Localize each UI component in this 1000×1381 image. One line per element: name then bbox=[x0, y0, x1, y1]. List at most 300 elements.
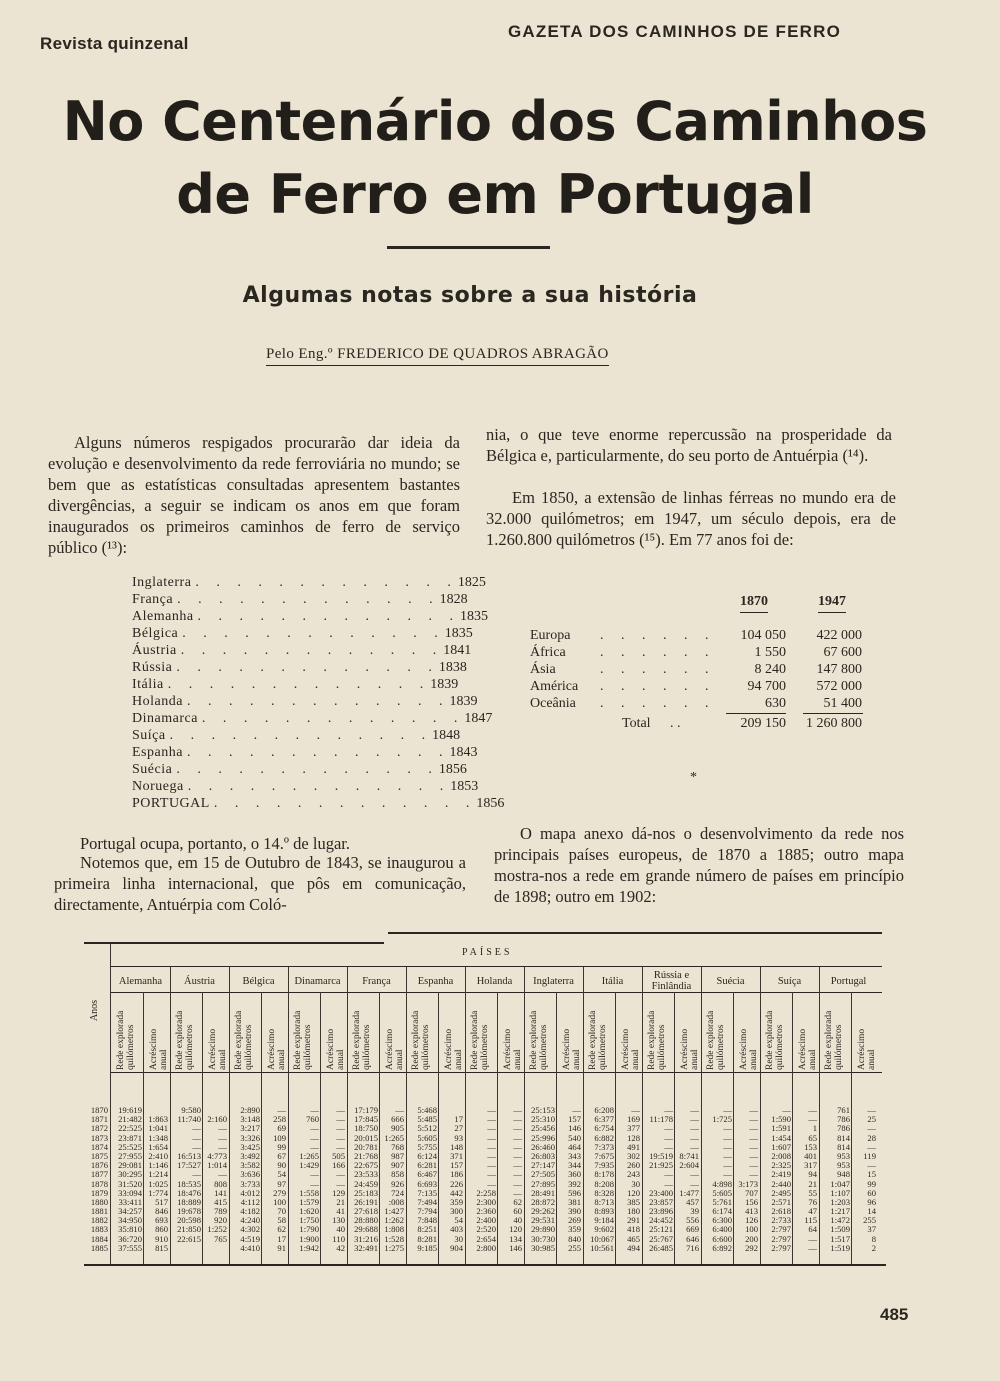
year-cell: 1874 bbox=[90, 1141, 108, 1152]
first-line-row bbox=[132, 591, 468, 608]
rede-cell: 814 bbox=[837, 1132, 850, 1143]
rede-cell: 2:400 bbox=[476, 1215, 496, 1226]
acrescimo-cell: 25 bbox=[867, 1114, 876, 1125]
rede-cell: 2:618 bbox=[771, 1206, 791, 1217]
sub-acrescimo-label: Acréscimo anual bbox=[267, 1028, 287, 1070]
rede-cell: 2:890 bbox=[240, 1105, 260, 1115]
acrescimo-cell: 99 bbox=[277, 1141, 286, 1152]
first-line-country: Alemanha bbox=[132, 609, 194, 624]
acrescimo-cell: — bbox=[749, 1114, 758, 1125]
acrescimo-column bbox=[675, 1106, 699, 1253]
rede-cell: 11:178 bbox=[649, 1114, 673, 1125]
rede-cell: 786 bbox=[837, 1114, 850, 1125]
network-table bbox=[84, 930, 886, 1270]
country-header: Portugal bbox=[830, 976, 867, 987]
acrescimo-cell: 418 bbox=[627, 1224, 640, 1235]
first-line-year: 1841 bbox=[443, 643, 472, 658]
year-cell: 1871 bbox=[90, 1114, 108, 1125]
rede-cell: 2:440 bbox=[771, 1178, 791, 1189]
country-header: Bélgica bbox=[242, 976, 275, 987]
leader-dots: . . . . . . . . . . . . . bbox=[169, 728, 433, 743]
acrescimo-cell: 27 bbox=[454, 1123, 463, 1134]
acrescimo-cell: 1:014 bbox=[207, 1160, 227, 1171]
rede-cell: — bbox=[664, 1132, 673, 1143]
rede-cell: 21:850 bbox=[177, 1224, 201, 1235]
acrescimo-cell: 94 bbox=[808, 1169, 817, 1180]
rede-cell: — bbox=[723, 1150, 732, 1161]
rede-cell: 2:797 bbox=[771, 1233, 791, 1244]
rede-cell: 17:527 bbox=[177, 1160, 201, 1171]
extension-total-row bbox=[530, 716, 870, 733]
rede-cell: 9:184 bbox=[594, 1215, 614, 1226]
rede-cell: 31:520 bbox=[118, 1178, 142, 1189]
acrescimo-cell: 200 bbox=[745, 1233, 758, 1244]
acrescimo-cell: 907 bbox=[391, 1160, 404, 1171]
sub-rede-label: Rede explorada quilómetros bbox=[293, 1010, 313, 1070]
byline: Pelo Eng.º FREDERICO DE QUADROS ABRAGÃO bbox=[266, 346, 609, 366]
year-column bbox=[86, 1106, 108, 1253]
acrescimo-cell: 1:041 bbox=[148, 1123, 168, 1134]
first-line-country: Áustria bbox=[132, 643, 177, 658]
rede-cell: 953 bbox=[837, 1150, 850, 1161]
year-cell: 1879 bbox=[90, 1187, 108, 1198]
first-line-row bbox=[132, 744, 478, 761]
rede-cell: 34:950 bbox=[118, 1215, 142, 1226]
extension-region: Ásia bbox=[530, 662, 556, 677]
rede-column bbox=[466, 1106, 496, 1253]
acrescimo-cell: 359 bbox=[568, 1224, 581, 1235]
first-line-row bbox=[132, 693, 478, 710]
acrescimo-cell: — bbox=[867, 1105, 876, 1115]
rede-cell: — bbox=[487, 1169, 496, 1180]
rede-cell: 27:618 bbox=[354, 1206, 378, 1217]
rede-cell: 953 bbox=[837, 1160, 850, 1171]
rede-cell: 3:425 bbox=[240, 1141, 260, 1152]
leader-dots: . . . . . . . . . . . . . bbox=[195, 575, 458, 590]
first-line-row bbox=[132, 676, 459, 693]
acrescimo-cell: 141 bbox=[214, 1187, 227, 1198]
acrescimo-cell: 2:160 bbox=[207, 1114, 227, 1125]
first-line-country: PORTUGAL bbox=[132, 796, 210, 811]
acrescimo-cell: 28 bbox=[867, 1132, 876, 1143]
rede-cell: 2:300 bbox=[476, 1196, 496, 1207]
acrescimo-cell: 54 bbox=[454, 1215, 463, 1226]
acrescimo-cell: 716 bbox=[686, 1242, 699, 1253]
acrescimo-cell: 494 bbox=[627, 1242, 640, 1253]
acrescimo-cell: 96 bbox=[867, 1196, 876, 1207]
rede-cell: 7:494 bbox=[417, 1196, 437, 1207]
acrescimo-cell: 1:262 bbox=[384, 1215, 404, 1226]
acrescimo-cell: 465 bbox=[627, 1233, 640, 1244]
acrescimo-cell: 1:808 bbox=[384, 1224, 404, 1235]
rede-cell: 1:900 bbox=[299, 1233, 319, 1244]
data-top-rule bbox=[110, 1072, 882, 1073]
acrescimo-cell: 8 bbox=[871, 1233, 876, 1244]
rede-cell: — bbox=[487, 1178, 496, 1189]
rede-cell: 4:112 bbox=[240, 1196, 260, 1207]
table-top-rule bbox=[84, 942, 384, 944]
first-line-row bbox=[132, 642, 472, 659]
acrescimo-cell: — bbox=[690, 1169, 699, 1180]
rede-cell: 2:008 bbox=[771, 1150, 791, 1161]
rede-cell: — bbox=[487, 1141, 496, 1152]
first-line-country: França bbox=[132, 592, 174, 607]
acrescimo-cell: 39 bbox=[690, 1206, 699, 1217]
first-line-country: Holanda bbox=[132, 694, 183, 709]
rede-cell: 18:750 bbox=[354, 1123, 378, 1134]
country-header: Áustria bbox=[184, 976, 215, 987]
rede-cell: 7:675 bbox=[594, 1150, 614, 1161]
acrescimo-cell: 401 bbox=[804, 1150, 817, 1161]
rede-cell: — bbox=[723, 1160, 732, 1171]
sub-rede-label: Rede explorada quilómetros bbox=[706, 1010, 726, 1070]
paragraph-belgium bbox=[486, 424, 892, 466]
acrescimo-cell: 360 bbox=[568, 1169, 581, 1180]
first-line-year: 1856 bbox=[476, 796, 505, 811]
rede-cell: 760 bbox=[306, 1114, 319, 1125]
first-line-country: Bélgica bbox=[132, 626, 179, 641]
rede-cell: 18:535 bbox=[177, 1178, 201, 1189]
acrescimo-cell: 381 bbox=[568, 1196, 581, 1207]
extension-total-dots: . . bbox=[670, 716, 681, 731]
year-cell: 1880 bbox=[90, 1196, 108, 1207]
leader-dots: . . . . . . . . . . . . . bbox=[167, 677, 431, 692]
acrescimo-cell: 768 bbox=[391, 1141, 404, 1152]
country-header: Itália bbox=[601, 976, 624, 987]
rede-cell: 35:810 bbox=[118, 1224, 142, 1235]
acrescimo-cell: 385 bbox=[627, 1196, 640, 1207]
acrescimo-cell: 180 bbox=[627, 1206, 640, 1217]
rede-cell bbox=[171, 1244, 201, 1253]
rede-cell: 6:208 bbox=[594, 1105, 614, 1115]
acrescimo-cell: 858 bbox=[391, 1169, 404, 1180]
acrescimo-cell: 413 bbox=[745, 1206, 758, 1217]
acrescimo-cell: — bbox=[513, 1150, 522, 1161]
rede-cell: 1:558 bbox=[299, 1187, 319, 1198]
rede-cell: — bbox=[664, 1123, 673, 1134]
acrescimo-cell: — bbox=[336, 1105, 345, 1115]
first-line-year: 1839 bbox=[449, 694, 478, 709]
acrescimo-cell: 390 bbox=[568, 1206, 581, 1217]
rede-cell: 30:985 bbox=[531, 1242, 555, 1253]
rede-cell: 5:605 bbox=[712, 1187, 732, 1198]
acrescimo-cell: — bbox=[808, 1105, 817, 1115]
rede-cell: 1:047 bbox=[830, 1178, 850, 1189]
sub-rede-label: Rede explorada quilómetros bbox=[352, 1010, 372, 1070]
rede-cell: 6:300 bbox=[712, 1215, 732, 1226]
acrescimo-cell: 17 bbox=[454, 1114, 463, 1125]
first-line-row bbox=[132, 574, 486, 591]
extension-1947: 51 400 bbox=[823, 696, 862, 711]
extension-row bbox=[530, 679, 870, 696]
subtitle: Algumas notas sobre a sua história bbox=[242, 283, 698, 308]
acrescimo-cell: 1:477 bbox=[679, 1187, 699, 1198]
rede-cell: 1:790 bbox=[299, 1224, 319, 1235]
header-left: Revista quinzenal bbox=[40, 34, 189, 53]
rede-column bbox=[407, 1106, 437, 1253]
rede-cell: 19:678 bbox=[177, 1206, 201, 1217]
country-header: Holanda bbox=[476, 976, 513, 987]
sub-acrescimo-label: Acréscimo anual bbox=[385, 1028, 405, 1070]
extension-1947: 572 000 bbox=[816, 679, 862, 694]
leader-dots: . . . . . . . . . . . . . bbox=[186, 745, 450, 760]
rede-cell: 1:454 bbox=[771, 1132, 791, 1143]
rede-cell: — bbox=[310, 1178, 319, 1189]
acrescimo-cell: 1:275 bbox=[384, 1242, 404, 1253]
rede-column bbox=[761, 1106, 791, 1253]
rede-cell: 20:598 bbox=[177, 1215, 201, 1226]
rede-cell: 9:602 bbox=[594, 1224, 614, 1235]
rede-cell: 25:456 bbox=[531, 1123, 555, 1134]
acrescimo-cell: 186 bbox=[450, 1169, 463, 1180]
first-line-year: 1853 bbox=[450, 779, 479, 794]
acrescimo-cell: 2:604 bbox=[679, 1160, 699, 1171]
sub-acrescimo-label: Acréscimo anual bbox=[621, 1028, 641, 1070]
rede-column bbox=[702, 1106, 732, 1253]
rede-cell: 25:996 bbox=[531, 1132, 555, 1143]
acrescimo-cell: 808 bbox=[214, 1178, 227, 1189]
rede-cell: 1:517 bbox=[830, 1233, 850, 1244]
acrescimo-cell: — bbox=[513, 1169, 522, 1180]
rede-cell: 7:135 bbox=[417, 1187, 437, 1198]
rede-cell: — bbox=[487, 1150, 496, 1161]
acrescimo-cell: 1:265 bbox=[384, 1132, 404, 1143]
acrescimo-cell: — bbox=[808, 1114, 817, 1125]
rede-cell: 1:217 bbox=[830, 1206, 850, 1217]
sub-acrescimo-label: Acréscimo anual bbox=[680, 1028, 700, 1070]
section-star: * bbox=[690, 770, 697, 785]
country-header: Espanha bbox=[417, 976, 454, 987]
acrescimo-cell: — bbox=[336, 1178, 345, 1189]
acrescimo-cell: 99 bbox=[867, 1178, 876, 1189]
rede-cell: 3:148 bbox=[240, 1114, 260, 1125]
rede-cell: 6:400 bbox=[712, 1224, 732, 1235]
acrescimo-cell: 464 bbox=[568, 1141, 581, 1152]
acrescimo-cell: — bbox=[513, 1141, 522, 1152]
acrescimo-cell: 707 bbox=[745, 1187, 758, 1198]
acrescimo-cell: — bbox=[513, 1123, 522, 1134]
acrescimo-cell: — bbox=[218, 1141, 227, 1152]
acrescimo-cell: — bbox=[513, 1132, 522, 1143]
acrescimo-cell bbox=[203, 1244, 227, 1253]
rede-cell: 21:482 bbox=[118, 1114, 142, 1125]
rede-cell: 6:882 bbox=[594, 1132, 614, 1143]
rede-cell: 28:880 bbox=[354, 1215, 378, 1226]
acrescimo-cell: 344 bbox=[568, 1160, 581, 1171]
acrescimo-cell: 2 bbox=[871, 1242, 876, 1253]
acrescimo-cell: — bbox=[218, 1132, 227, 1143]
rede-cell: 8:328 bbox=[594, 1187, 614, 1198]
rede-cell: 20:015 bbox=[354, 1132, 378, 1143]
extension-1870: 630 bbox=[765, 696, 786, 711]
rede-cell: — bbox=[310, 1169, 319, 1180]
acrescimo-cell: — bbox=[749, 1141, 758, 1152]
year-cell: 1882 bbox=[90, 1215, 108, 1226]
acrescimo-cell: 1:252 bbox=[207, 1224, 227, 1235]
acrescimo-cell: — bbox=[631, 1105, 640, 1115]
first-line-row bbox=[132, 710, 493, 727]
rede-cell: 2:797 bbox=[771, 1224, 791, 1235]
rede-cell: 30:295 bbox=[118, 1169, 142, 1180]
table-title: PAÍSES bbox=[462, 947, 513, 958]
rede-cell: 27:147 bbox=[531, 1160, 555, 1171]
acrescimo-cell: — bbox=[749, 1132, 758, 1143]
rede-cell: 30:730 bbox=[531, 1233, 555, 1244]
first-line-country: Dinamarca bbox=[132, 711, 198, 726]
rede-cell: — bbox=[487, 1105, 496, 1115]
rede-cell: 32:491 bbox=[354, 1242, 378, 1253]
acrescimo-cell: 371 bbox=[450, 1150, 463, 1161]
rede-cell: — bbox=[782, 1105, 791, 1115]
sub-rede-label: Rede explorada quilómetros bbox=[765, 1010, 785, 1070]
acrescimo-cell: 58 bbox=[277, 1215, 286, 1226]
acrescimo-cell: — bbox=[336, 1114, 345, 1125]
acrescimo-cell: 67 bbox=[277, 1150, 286, 1161]
rede-cell: — bbox=[487, 1132, 496, 1143]
acrescimo-cell: 317 bbox=[804, 1160, 817, 1171]
first-line-year: 1847 bbox=[464, 711, 493, 726]
rede-cell: 5:468 bbox=[417, 1105, 437, 1115]
leader-dots: . . . . . . bbox=[600, 696, 716, 711]
acrescimo-cell: 14 bbox=[867, 1206, 876, 1217]
rede-cell: 7:373 bbox=[594, 1141, 614, 1152]
acrescimo-cell: 169 bbox=[627, 1114, 640, 1125]
rede-cell: 25:525 bbox=[118, 1141, 142, 1152]
acrescimo-cell: 596 bbox=[568, 1187, 581, 1198]
acrescimo-cell: 392 bbox=[568, 1178, 581, 1189]
rede-cell: 6:281 bbox=[417, 1160, 437, 1171]
leader-dots: . . . . . . . . . . . . . bbox=[197, 609, 461, 624]
extension-total-1947: 1 260 800 bbox=[806, 716, 862, 731]
rede-cell: 1:591 bbox=[771, 1123, 791, 1134]
rede-cell: 28:872 bbox=[531, 1196, 555, 1207]
rede-cell: 33:411 bbox=[118, 1196, 142, 1207]
acrescimo-cell: 54 bbox=[277, 1169, 286, 1180]
rede-cell: 3:636 bbox=[240, 1169, 260, 1180]
rede-cell: — bbox=[664, 1169, 673, 1180]
acrescimo-cell: 15 bbox=[867, 1169, 876, 1180]
acrescimo-cell: 905 bbox=[391, 1123, 404, 1134]
rede-cell: 2:797 bbox=[771, 1242, 791, 1253]
year-cell: 1878 bbox=[90, 1178, 108, 1189]
acrescimo-cell: 100 bbox=[273, 1196, 286, 1207]
acrescimo-cell: 2:410 bbox=[148, 1150, 168, 1161]
extension-1947: 147 800 bbox=[816, 662, 862, 677]
acrescimo-cell: — bbox=[336, 1169, 345, 1180]
rede-cell: 2:800 bbox=[476, 1242, 496, 1253]
rede-cell: 1:519 bbox=[830, 1242, 850, 1253]
rede-cell: 4:182 bbox=[240, 1206, 260, 1217]
rede-cell: 10:067 bbox=[590, 1233, 614, 1244]
acrescimo-cell: 987 bbox=[391, 1150, 404, 1161]
acrescimo-cell: 157 bbox=[450, 1160, 463, 1171]
header-right: GAZETA DOS CAMINHOS DE FERRO bbox=[508, 22, 841, 41]
acrescimo-cell: 302 bbox=[627, 1150, 640, 1161]
year-cell: 1883 bbox=[90, 1224, 108, 1235]
rede-cell: — bbox=[664, 1105, 673, 1115]
rede-cell: 1:203 bbox=[830, 1196, 850, 1207]
rede-column bbox=[525, 1106, 555, 1253]
rede-cell: 5:755 bbox=[417, 1141, 437, 1152]
acrescimo-cell: 119 bbox=[863, 1150, 876, 1161]
acrescimo-cell: 65 bbox=[808, 1132, 817, 1143]
extension-header-1870: 1870 bbox=[740, 594, 768, 613]
acrescimo-cell: 69 bbox=[277, 1123, 286, 1134]
acrescimo-cell: 1:146 bbox=[148, 1160, 168, 1171]
rede-cell: 4:519 bbox=[240, 1233, 260, 1244]
rede-cell: 4:012 bbox=[240, 1187, 260, 1198]
acrescimo-cell: 4:773 bbox=[207, 1150, 227, 1161]
rede-cell: — bbox=[310, 1105, 319, 1115]
acrescimo-cell: 1 bbox=[812, 1123, 817, 1134]
acrescimo-cell: — bbox=[690, 1141, 699, 1152]
rede-cell: 4:240 bbox=[240, 1215, 260, 1226]
rede-cell: 2:733 bbox=[771, 1215, 791, 1226]
rede-cell: 4:898 bbox=[712, 1178, 732, 1189]
acrescimo-cell: 904 bbox=[450, 1242, 463, 1253]
acrescimo-cell: — bbox=[513, 1187, 522, 1198]
acrescimo-column bbox=[793, 1106, 817, 1253]
rede-cell: 6:892 bbox=[712, 1242, 732, 1253]
leader-dots: . . . . . . bbox=[600, 662, 716, 677]
rede-cell: 8:251 bbox=[417, 1224, 437, 1235]
rede-cell: 21:925 bbox=[649, 1160, 673, 1171]
extension-region: Europa bbox=[530, 628, 571, 643]
paragraph-intro-text: Alguns números respigados procurarão dar ideia da evolução e desenvolvimento da rede ferroviária no mundo; se bem que as estatísticas consultadas apresentem bastantes divergências, a seguir se indicam os anos em que foram inaugurados os primeiros caminhos de ferro de serviço público (¹³): bbox=[48, 433, 460, 557]
rede-cell: 22:525 bbox=[118, 1123, 142, 1134]
acrescimo-cell: 64 bbox=[808, 1224, 817, 1235]
acrescimo-cell: — bbox=[690, 1114, 699, 1125]
leader-dots: . . . . . . bbox=[600, 628, 716, 643]
rede-cell: 34:257 bbox=[118, 1206, 142, 1217]
rede-column bbox=[643, 1106, 673, 1253]
rede-column bbox=[230, 1106, 260, 1253]
extension-1947: 422 000 bbox=[816, 628, 862, 643]
acrescimo-cell: — bbox=[513, 1105, 522, 1115]
sub-rede-label: Rede explorada quilómetros bbox=[411, 1010, 431, 1070]
acrescimo-cell: — bbox=[808, 1242, 817, 1253]
rede-cell: 8:893 bbox=[594, 1206, 614, 1217]
rede-cell: 23:896 bbox=[649, 1206, 673, 1217]
leader-dots: . . . . . . bbox=[600, 679, 716, 694]
paragraph-maps-text: O mapa anexo dá-nos o desenvolvimento da rede nos principais países europeus, de 1870 a 1885; outro mapa mostra-nos a rede em grande número de países em princípio de 1898; outro em 1902: bbox=[494, 824, 904, 906]
rede-cell: 27:895 bbox=[531, 1178, 555, 1189]
acrescimo-cell: 556 bbox=[686, 1215, 699, 1226]
acrescimo-cell: 291 bbox=[627, 1215, 640, 1226]
acrescimo-cell: 300 bbox=[450, 1206, 463, 1217]
acrescimo-cell: — bbox=[395, 1105, 404, 1115]
rede-cell: 6:467 bbox=[417, 1169, 437, 1180]
acrescimo-cell: 1:774 bbox=[148, 1187, 168, 1198]
rede-column bbox=[171, 1106, 201, 1253]
acrescimo-cell: 109 bbox=[273, 1132, 286, 1143]
rede-cell: 25:183 bbox=[354, 1187, 378, 1198]
acrescimo-cell: 62 bbox=[277, 1224, 286, 1235]
acrescimo-cell: 442 bbox=[450, 1187, 463, 1198]
sub-rede-label: Rede explorada quilómetros bbox=[647, 1010, 667, 1070]
rede-cell: — bbox=[192, 1169, 201, 1180]
rede-cell: — bbox=[192, 1132, 201, 1143]
rede-cell: 814 bbox=[837, 1141, 850, 1152]
acrescimo-cell: 120 bbox=[627, 1187, 640, 1198]
first-line-year: 1828 bbox=[439, 592, 468, 607]
extension-1870: 1 550 bbox=[754, 645, 786, 660]
acrescimo-cell: — bbox=[572, 1105, 581, 1115]
acrescimo-cell: 97 bbox=[277, 1178, 286, 1189]
rede-cell: 1:750 bbox=[299, 1215, 319, 1226]
acrescimo-column bbox=[380, 1106, 404, 1253]
acrescimo-cell: 76 bbox=[808, 1196, 817, 1207]
